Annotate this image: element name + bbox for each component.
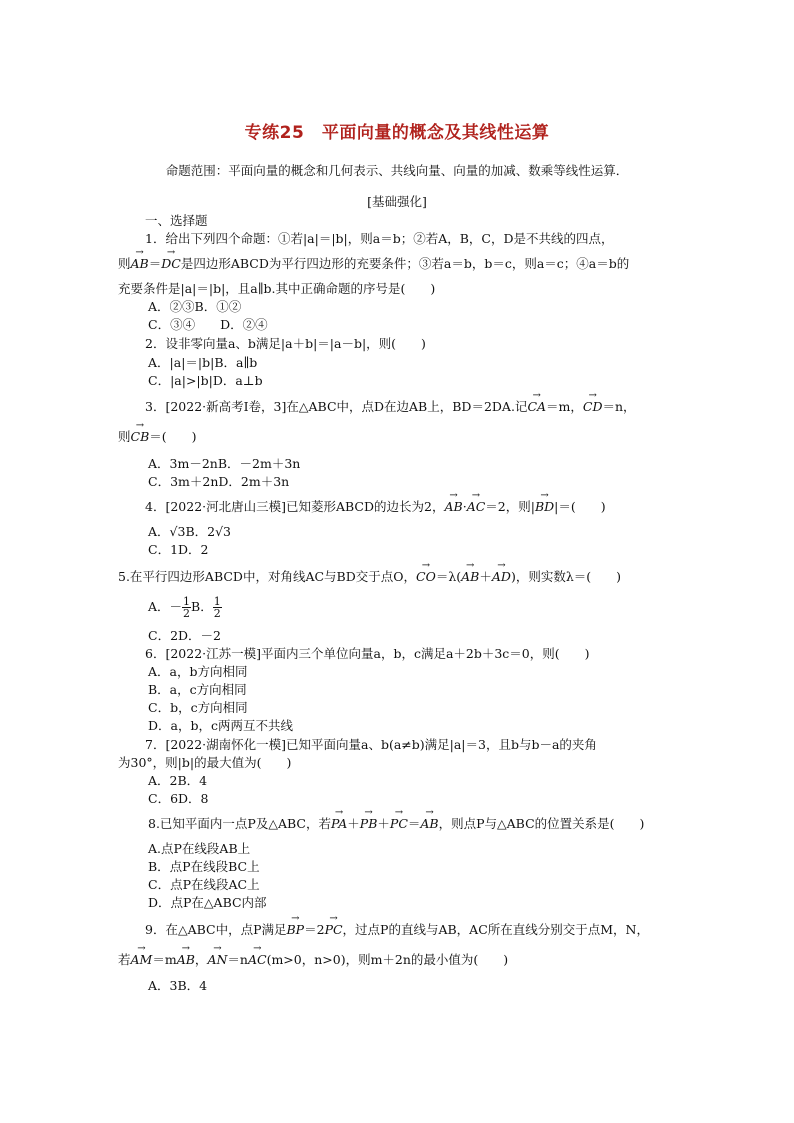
q8-option-c: C．点P在线段AC上 bbox=[148, 877, 260, 892]
q7-line2: 为30°，则|b|的最大值为( ) bbox=[118, 755, 292, 770]
q6-option-d: D．a，b，c两两互不共线 bbox=[148, 718, 293, 733]
q1-line2: 则→ AB＝→ DC是四边形ABCD为平行四边形的充要条件；③若a＝b，b＝c，则a＝c；④a＝b的 bbox=[118, 255, 629, 273]
vector-symbol: → DC bbox=[161, 255, 181, 273]
q6-option-c: C．b，c方向相同 bbox=[148, 700, 248, 715]
vector-symbol: → AB bbox=[420, 815, 438, 833]
vector-symbol: → PA bbox=[331, 815, 347, 833]
q4-options-1: A．√3B．2√3 bbox=[148, 524, 232, 539]
q8-option-d: D．点P在△ABC内部 bbox=[148, 895, 267, 910]
q1-line1: 1．给出下列四个命题：①若|a|＝|b|，则a＝b；②若A，B，C，D是不共线的四点， bbox=[145, 231, 614, 246]
part-heading: 一、选择题 bbox=[145, 213, 208, 228]
vector-symbol: → PB bbox=[360, 815, 378, 833]
q5-stem: 5.在平行四边形ABCD中，对角线AC与BD交于点O，→ CO＝λ(→ AB＋→ AD)，则实数λ＝( ) bbox=[118, 568, 621, 586]
vector-symbol: → CA bbox=[527, 398, 546, 416]
vector-symbol: → AC bbox=[467, 498, 486, 516]
q8-stem: 8.已知平面内一点P及△ABC，若→ PA＋→ PB＋→ PC＝→ AB，则点P与△ABC的位置关系是( ) bbox=[148, 815, 644, 833]
q1-options-2: C．③④ D．②④ bbox=[148, 317, 268, 332]
vector-symbol: → AN bbox=[207, 951, 227, 969]
q7-options-2: C．6D．8 bbox=[148, 791, 209, 806]
q3-options-1: A．3m－2nB．－2m＋3n bbox=[148, 456, 301, 471]
q3-options-2: C．3m＋2nD．2m＋3n bbox=[148, 474, 290, 489]
vector-symbol: → AD bbox=[492, 568, 511, 586]
scope-text: 命题范围：平面向量的概念和几何表示、共线向量、向量的加减、数乘等线性运算． bbox=[165, 163, 629, 178]
vector-symbol: → AB bbox=[131, 255, 149, 273]
q4-stem: 4．[2022·河北唐山三模]已知菱形ABCD的边长为2，→ AB·→ AC＝2，则|→ BD|＝( ) bbox=[145, 498, 606, 516]
vector-symbol: → CO bbox=[416, 568, 436, 586]
vector-symbol: → BP bbox=[287, 921, 305, 939]
q1-options-1: A．②③B．①② bbox=[148, 299, 242, 314]
q6-option-b: B．a，c方向相同 bbox=[148, 682, 247, 697]
q5-options-2: C．2D．－2 bbox=[148, 628, 221, 643]
q4-options-2: C．1D．2 bbox=[148, 542, 209, 557]
vector-symbol: → AB bbox=[461, 568, 479, 586]
q2-options-1: A．|a|＝|b|B．a∥b bbox=[148, 355, 258, 370]
q7-options-1: A．2B．4 bbox=[148, 773, 208, 788]
vector-symbol: → AB bbox=[444, 498, 462, 516]
q3-line1: 3．[2022·新高考Ⅰ卷，3]在△ABC中，点D在边AB上，BD＝2DA.记→ CA＝m，→ CD＝n， bbox=[145, 398, 636, 416]
vector-symbol: → AC bbox=[248, 951, 267, 969]
vector-symbol: → AB bbox=[177, 951, 195, 969]
section-heading: [基础强化] bbox=[367, 194, 427, 209]
q9-line1: 9．在△ABC中，点P满足→ BP＝2→ PC，过点P的直线与AB，AC所在直线分别交于点M，N， bbox=[145, 921, 649, 939]
vector-symbol: → AM bbox=[131, 951, 153, 969]
q2-stem: 2．设非零向量a、b满足|a＋b|＝|a－b|，则( ) bbox=[145, 336, 426, 351]
q7-line1: 7．[2022·湖南怀化一模]已知平面向量a、b(a≠b)满足|a|＝3，且b与b－a的夹角 bbox=[145, 737, 597, 752]
q3-line2: 则→ CB＝( ) bbox=[118, 428, 197, 446]
q1-line3: 充要条件是|a|＝|b|，且a∥b.其中正确命题的序号是( ) bbox=[118, 281, 436, 296]
q8-option-a: A.点P在线段AB上 bbox=[148, 841, 251, 856]
vector-symbol: → PC bbox=[325, 921, 343, 939]
q9-line2: 若→ AM＝m→ AB，→ AN＝n→ AC(m>0，n>0)，则m＋2n的最小值为( ) bbox=[118, 951, 508, 969]
q6-stem: 6．[2022·江苏一模]平面内三个单位向量a，b，c满足a＋2b＋3c＝0，则( ) bbox=[145, 646, 590, 661]
q6-option-a: A．a，b方向相同 bbox=[148, 664, 248, 679]
vector-symbol: → BD bbox=[535, 498, 554, 516]
vector-symbol: → CD bbox=[583, 398, 603, 416]
q9-options-1: A．3B．4 bbox=[148, 978, 208, 993]
q2-options-2: C．|a|>|b|D．a⊥b bbox=[148, 373, 263, 388]
vector-symbol: → CB bbox=[131, 428, 150, 446]
q5-options-1: A．－ $\frac{1}{2}$ B． $\frac{1}{2}$ bbox=[148, 595, 221, 620]
page-title: 专练25 平面向量的概念及其线性运算 bbox=[244, 123, 550, 143]
q8-option-b: B．点P在线段BC上 bbox=[148, 859, 260, 874]
vector-symbol: → PC bbox=[390, 815, 408, 833]
